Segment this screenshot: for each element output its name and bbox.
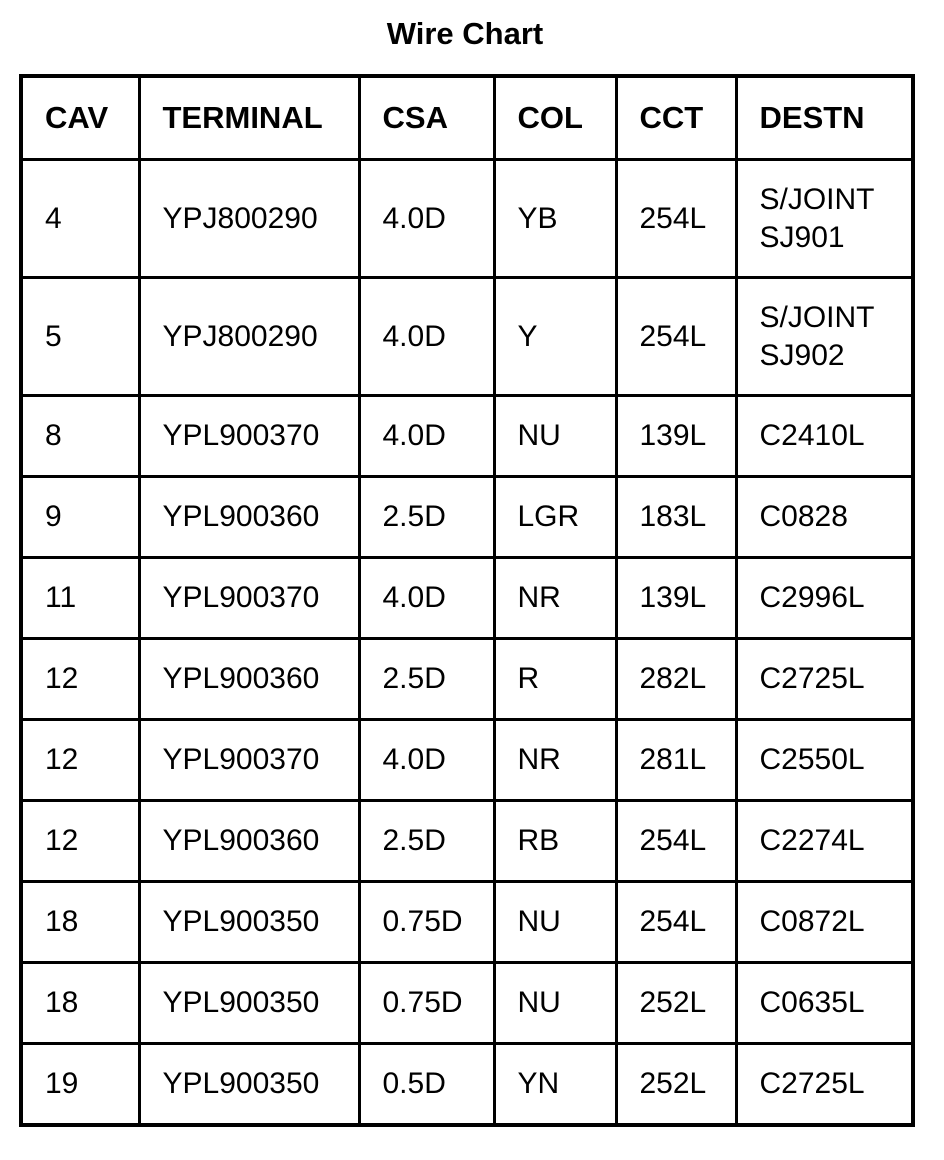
header-col: COL [494,76,616,160]
cell-col: Y [494,278,616,396]
cell-csa: 2.5D [359,639,494,720]
cell-cct: 254L [616,882,736,963]
cell-terminal: YPL900370 [139,396,359,477]
cell-cct: 139L [616,396,736,477]
table-row [21,1044,913,1126]
cell-col: NR [494,558,616,639]
cell-cct: 254L [616,278,736,396]
cell-destn [736,1044,913,1126]
cell-destn [736,396,913,477]
destn-line: C0828 [759,500,848,533]
cell-destn [736,882,913,963]
destn-line: C0872L [759,905,865,938]
cell-terminal: YPL900350 [139,1044,359,1126]
table-row [21,396,913,477]
cell-terminal: YPL900350 [139,882,359,963]
cell-terminal: YPJ800290 [139,160,359,278]
cell-cav: 18 [21,882,139,963]
table-row [21,278,913,396]
cell-csa: 4.0D [359,396,494,477]
cell-terminal: YPL900370 [139,558,359,639]
destn-line: C2725L [759,1067,865,1100]
cell-destn [736,160,913,278]
table-row [21,801,913,882]
cell-destn [736,963,913,1044]
cell-csa: 0.75D [359,882,494,963]
cell-col: NU [494,396,616,477]
table-body [21,160,913,1126]
cell-csa: 4.0D [359,558,494,639]
destn-line: C2550L [759,743,865,776]
cell-cct: 282L [616,639,736,720]
page-title: Wire Chart [386,16,544,51]
cell-cav: 9 [21,477,139,558]
table-row [21,160,913,278]
destn-line: C0635L [759,986,865,1019]
wire-chart-table [19,74,915,1127]
cell-csa: 4.0D [359,720,494,801]
cell-col: NU [494,882,616,963]
destn-line: C2725L [759,662,865,695]
cell-cct: 252L [616,1044,736,1126]
cell-destn [736,801,913,882]
header-cav: CAV [21,76,139,160]
cell-cav: 4 [21,160,139,278]
cell-cav: 11 [21,558,139,639]
cell-cct: 254L [616,801,736,882]
cell-csa: 2.5D [359,477,494,558]
cell-cav: 5 [21,278,139,396]
cell-cav: 19 [21,1044,139,1126]
cell-col: NR [494,720,616,801]
cell-cct: 254L [616,160,736,278]
cell-terminal: YPL900350 [139,963,359,1044]
header-csa: CSA [359,76,494,160]
cell-csa: 4.0D [359,160,494,278]
cell-col: YB [494,160,616,278]
cell-csa: 2.5D [359,801,494,882]
header-terminal: TERMINAL [139,76,359,160]
cell-csa: 4.0D [359,278,494,396]
cell-cct: 139L [616,558,736,639]
table-row [21,558,913,639]
destn-line: SJ901 [759,220,845,254]
cell-col: RB [494,801,616,882]
cell-destn [736,278,913,396]
cell-terminal: YPL900370 [139,720,359,801]
cell-csa: 0.5D [359,1044,494,1126]
table-row [21,963,913,1044]
cell-col: YN [494,1044,616,1126]
cell-col: LGR [494,477,616,558]
cell-destn [736,477,913,558]
cell-cav: 18 [21,963,139,1044]
cell-terminal: YPL900360 [139,639,359,720]
cell-destn [736,639,913,720]
header-destn: DESTN [736,76,913,160]
table-row [21,477,913,558]
cell-cav: 12 [21,639,139,720]
table-row [21,639,913,720]
cell-cct: 252L [616,963,736,1044]
cell-terminal: YPL900360 [139,801,359,882]
header-row [21,76,913,160]
cell-col: NU [494,963,616,1044]
destn-line: C2274L [759,824,865,857]
destn-line: S/JOINT [759,182,875,216]
cell-cct: 281L [616,720,736,801]
header-cct: CCT [616,76,736,160]
cell-destn [736,558,913,639]
table-row [21,882,913,963]
destn-line: S/JOINT [759,300,875,334]
cell-cct: 183L [616,477,736,558]
destn-line: SJ902 [759,338,845,372]
cell-terminal: YPL900360 [139,477,359,558]
cell-csa: 0.75D [359,963,494,1044]
cell-cav: 12 [21,801,139,882]
cell-terminal: YPJ800290 [139,278,359,396]
cell-cav: 12 [21,720,139,801]
cell-destn [736,720,913,801]
table-row [21,720,913,801]
cell-cav: 8 [21,396,139,477]
destn-line: C2996L [759,581,865,614]
cell-col: R [494,639,616,720]
destn-line: C2410L [759,419,865,452]
